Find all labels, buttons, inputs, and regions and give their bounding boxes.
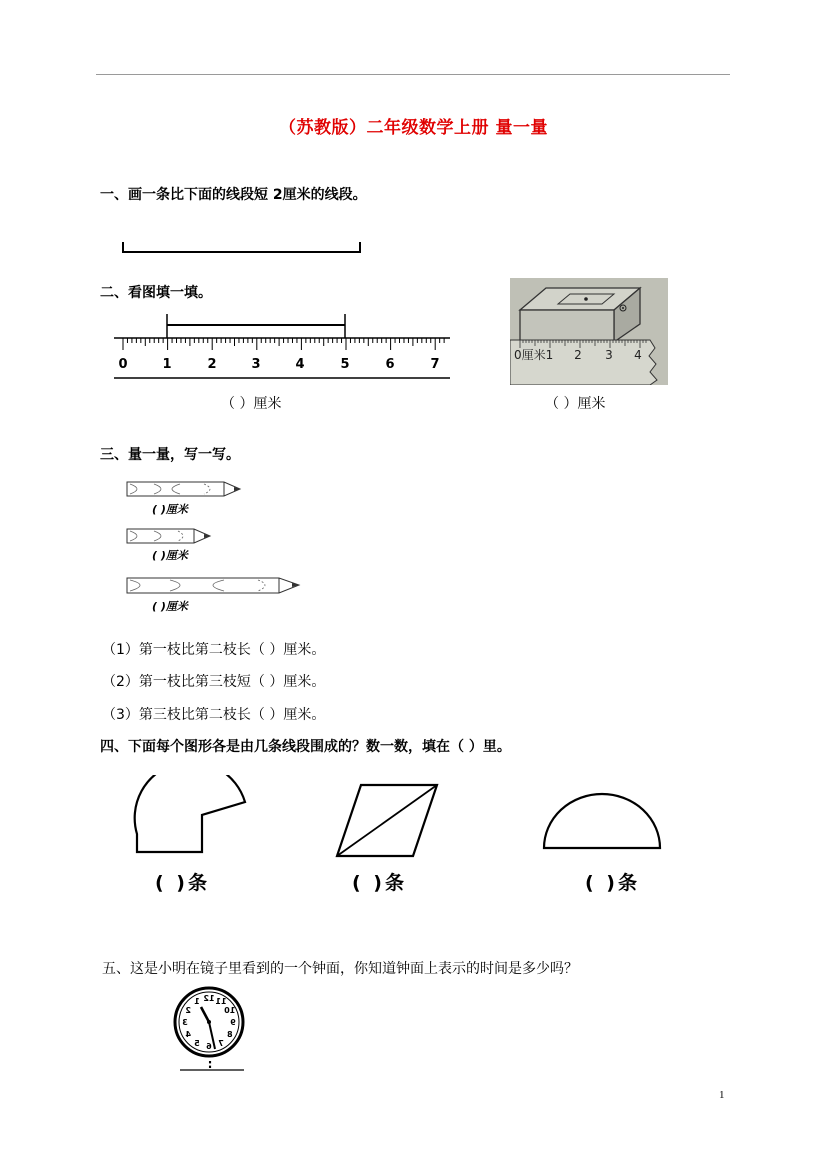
q1-segment bbox=[118, 236, 368, 256]
q2-answer-right: （ ）厘米 bbox=[545, 396, 606, 412]
clock-answer-colon: : bbox=[207, 1057, 213, 1071]
mirror-clock bbox=[172, 985, 252, 1075]
q2-answer-left: （ ）厘米 bbox=[221, 396, 282, 412]
clock-number: 9 bbox=[230, 1018, 236, 1027]
q3-sub-3: （3）第三枝比第二枝长（ ）厘米。 bbox=[102, 707, 326, 723]
header-rule bbox=[96, 74, 730, 75]
box-ruler-label-3: 3 bbox=[605, 348, 613, 362]
q4-caption-3: ( )条 bbox=[585, 872, 640, 894]
clock-number: 2 bbox=[185, 1006, 192, 1015]
ruler-label-4: 4 bbox=[295, 357, 305, 372]
pencil-1 bbox=[124, 478, 246, 500]
question-3-text: 三、量一量，写一写。 bbox=[100, 447, 240, 463]
q3-sub-1: （1）第一枝比第二枝长（ ）厘米。 bbox=[102, 642, 326, 658]
clock-number: 11 bbox=[215, 997, 227, 1007]
clock-number: 1 bbox=[194, 997, 200, 1007]
q4-shape-1 bbox=[130, 775, 255, 857]
q4-shape-3 bbox=[540, 790, 665, 852]
clock-number: 7 bbox=[218, 1038, 224, 1048]
q2-ruler bbox=[110, 308, 455, 386]
clock-number: 5 bbox=[194, 1038, 200, 1048]
clock-number: 12 bbox=[203, 994, 215, 1003]
box-ruler-label-0: 0厘米1 bbox=[514, 348, 554, 362]
pencil-3-label: ( )厘米 bbox=[152, 600, 188, 613]
ruler-label-7: 7 bbox=[430, 357, 440, 372]
q2-box-photo bbox=[510, 278, 668, 385]
pencil-2 bbox=[124, 525, 214, 547]
ruler-label-2: 2 bbox=[207, 357, 217, 372]
question-5-text: 五、这是小明在镜子里看到的一个钟面，你知道钟面上表示的时间是多少吗？ bbox=[102, 961, 578, 977]
pencil-1-label: ( )厘米 bbox=[152, 503, 188, 516]
pencil-3 bbox=[124, 573, 304, 597]
question-2-text: 二、看图填一填。 bbox=[100, 285, 212, 301]
ruler-label-1: 1 bbox=[162, 357, 172, 372]
ruler-label-6: 6 bbox=[385, 357, 395, 372]
clock-number: 3 bbox=[182, 1018, 188, 1027]
ruler-label-5: 5 bbox=[340, 357, 350, 372]
clock-number: 10 bbox=[224, 1006, 236, 1015]
q4-caption-1: ( )条 bbox=[155, 872, 210, 894]
q4-caption-2: ( )条 bbox=[352, 872, 407, 894]
clock-number: 8 bbox=[226, 1030, 233, 1039]
ruler-label-0: 0 bbox=[118, 357, 128, 372]
ruler-label-3: 3 bbox=[251, 357, 261, 372]
q3-sub-2: （2）第一枝比第三枝短（ ）厘米。 bbox=[102, 674, 326, 690]
page-title: （苏教版）二年级数学上册 量一量 bbox=[279, 118, 548, 138]
box-ruler-label-4: 4 bbox=[634, 348, 642, 362]
box-ruler-label-2: 2 bbox=[574, 348, 582, 362]
page-number: 1 bbox=[719, 1089, 725, 1101]
question-1-text: 一、画一条比下面的线段短 2厘米的线段。 bbox=[100, 187, 367, 203]
pencil-2-label: ( )厘米 bbox=[152, 549, 188, 562]
question-4-text: 四、下面每个图形各是由几条线段围成的？数一数，填在（ ）里。 bbox=[100, 739, 511, 755]
clock-number: 6 bbox=[206, 1042, 212, 1051]
q4-shape-2 bbox=[333, 780, 443, 860]
clock-number: 4 bbox=[185, 1030, 192, 1039]
